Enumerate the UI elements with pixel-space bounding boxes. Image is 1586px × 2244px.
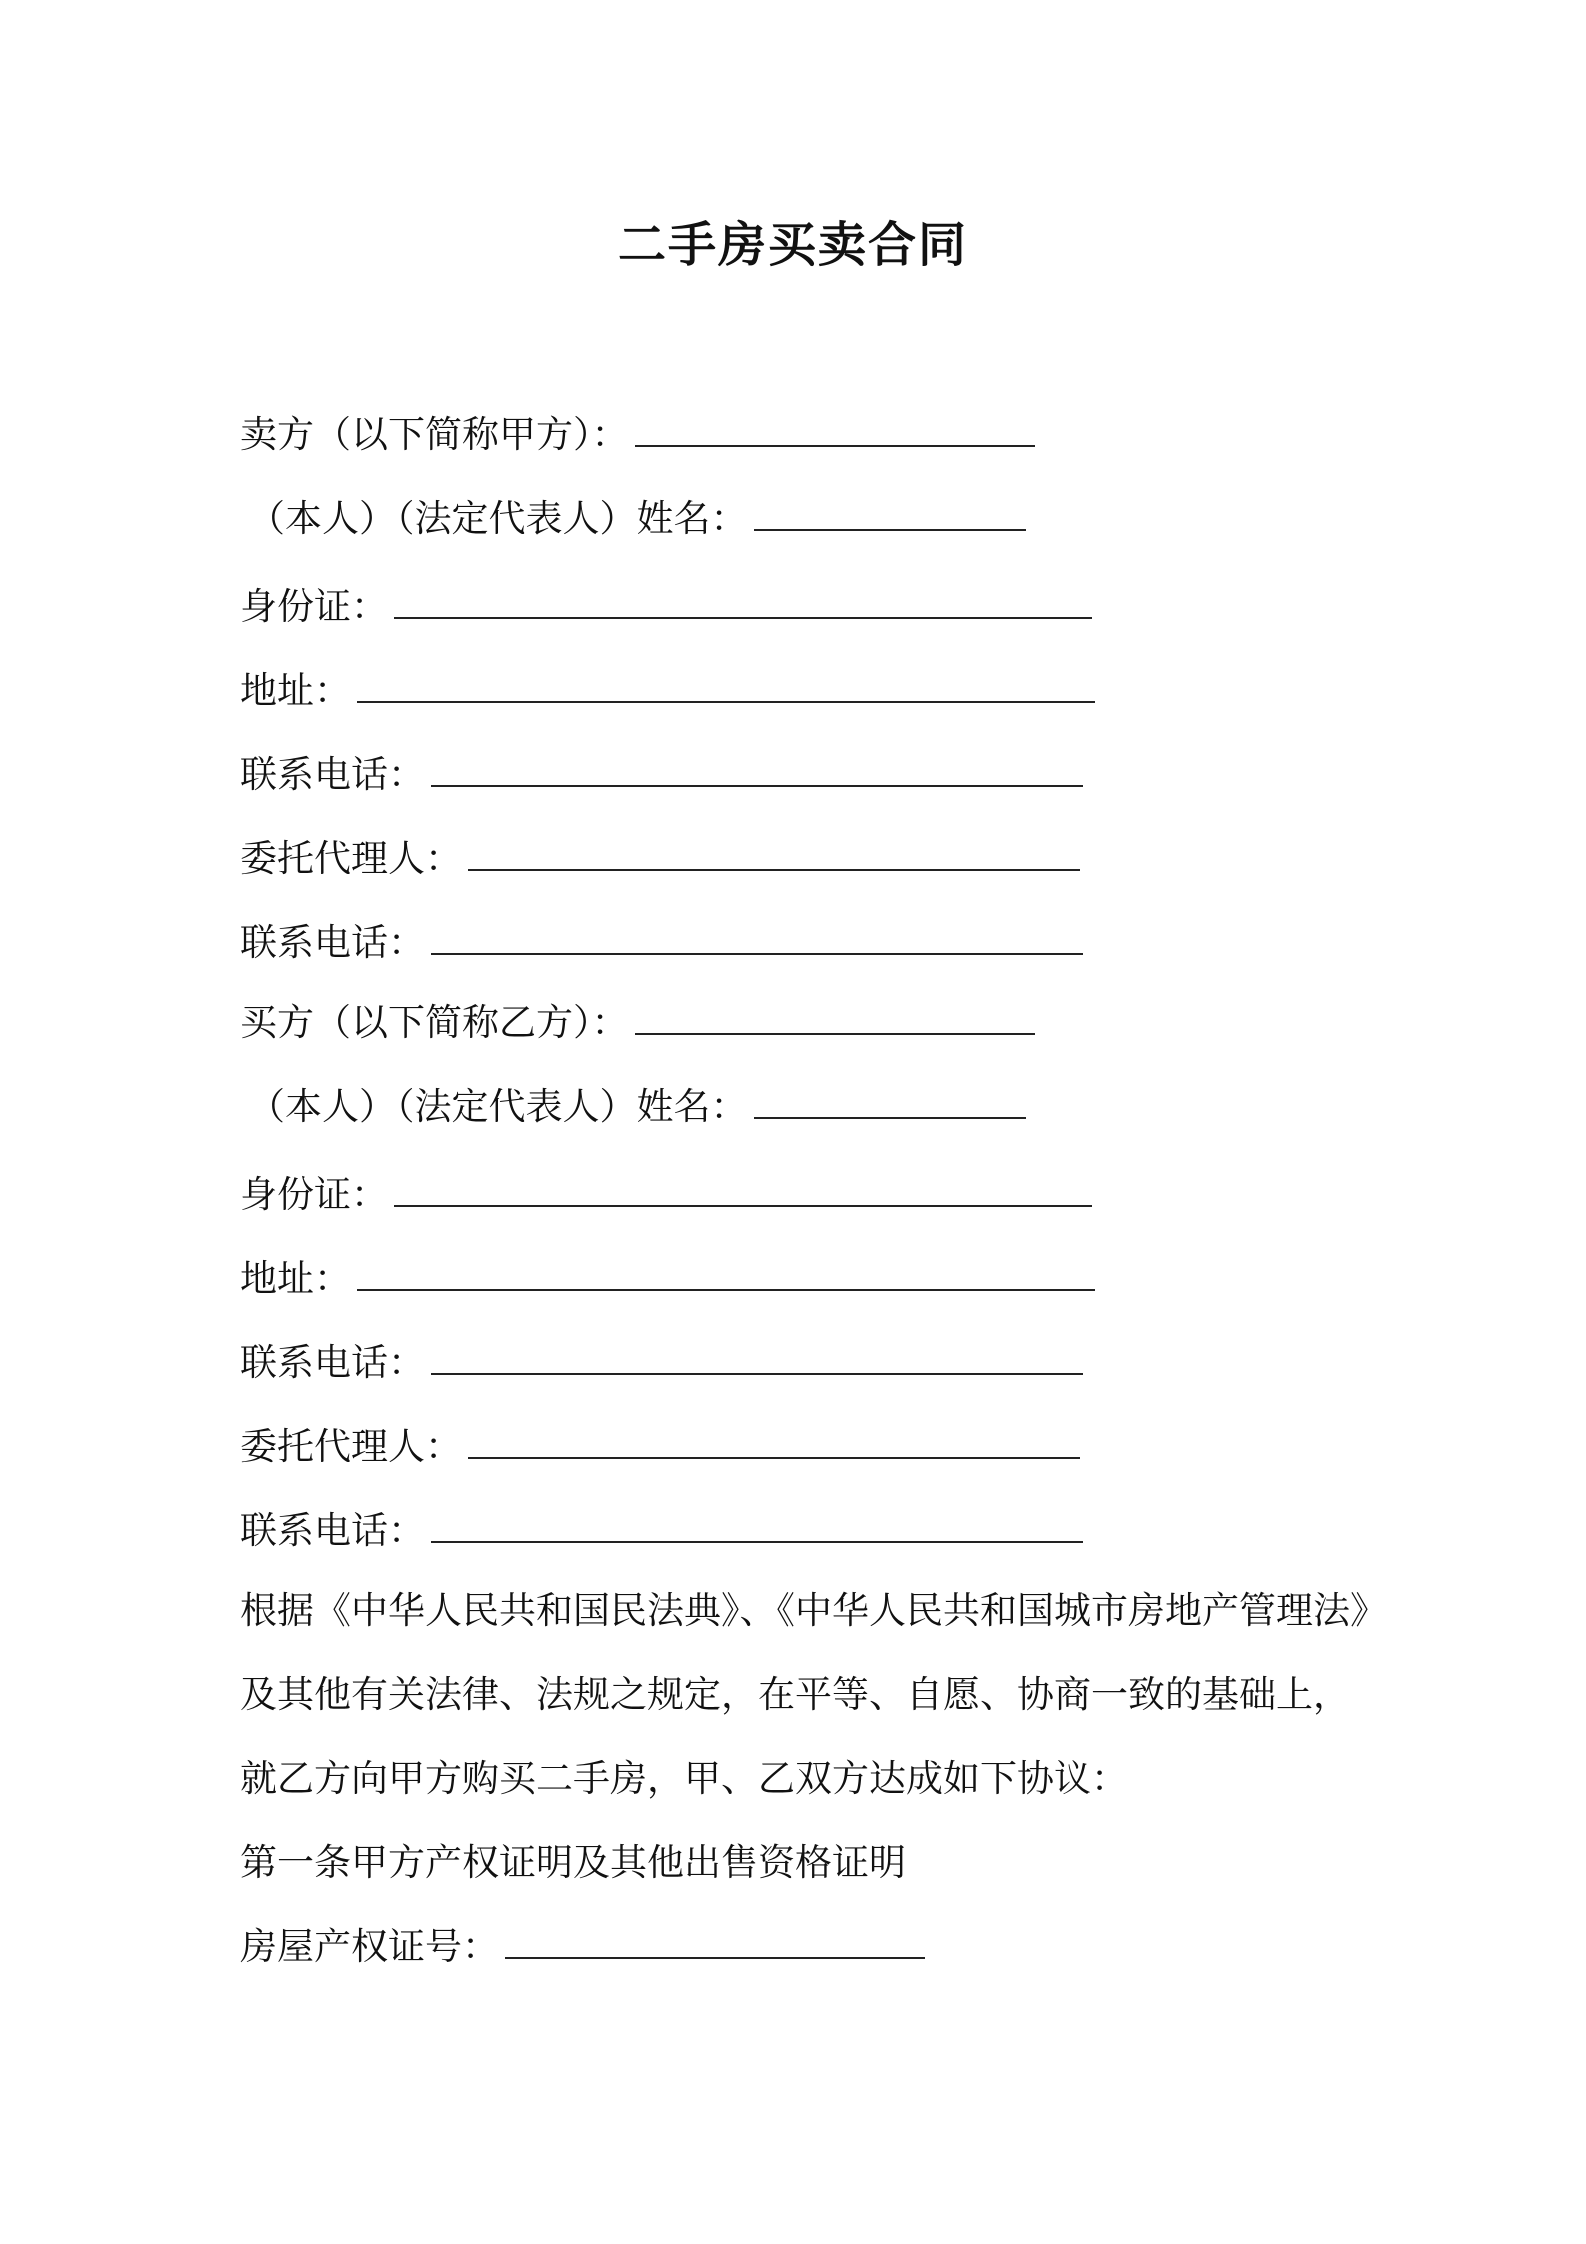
seller-id-line — [240, 584, 1092, 630]
seller-agent-phone-blank[interactable] — [431, 947, 1083, 955]
seller-phone-label: 联系电话： — [240, 753, 425, 796]
preamble-line-2: 及其他有关法律、法规之规定，在平等、自愿、协商一致的基础上， — [240, 1673, 1350, 1716]
preamble-line-3: 就乙方向甲方购买二手房，甲、乙双方达成如下协议： — [240, 1757, 1128, 1800]
seller-phone-line — [240, 752, 1083, 798]
buyer-rep-name-blank[interactable] — [754, 1111, 1026, 1119]
buyer-id-blank[interactable] — [394, 1199, 1092, 1207]
buyer-agent-line — [240, 1424, 1080, 1470]
seller-rep-name-line — [248, 496, 1026, 542]
seller-heading-line — [240, 412, 1035, 458]
article-1-heading: 第一条甲方产权证明及其他出售资格证明 — [240, 1841, 906, 1884]
buyer-id-label: 身份证： — [240, 1173, 388, 1216]
buyer-agent-phone-blank[interactable] — [431, 1535, 1083, 1543]
seller-address-label: 地址： — [240, 669, 351, 712]
seller-agent-blank[interactable] — [468, 863, 1080, 871]
buyer-address-blank[interactable] — [357, 1283, 1095, 1291]
buyer-rep-name-label: （本人）（法定代表人）姓名： — [248, 1085, 748, 1128]
seller-id-blank[interactable] — [394, 611, 1092, 619]
seller-id-label: 身份证： — [240, 585, 388, 628]
seller-agent-label: 委托代理人： — [240, 837, 462, 880]
buyer-agent-blank[interactable] — [468, 1451, 1080, 1459]
seller-phone-blank[interactable] — [431, 779, 1083, 787]
buyer-agent-label: 委托代理人： — [240, 1425, 462, 1468]
property-cert-label: 房屋产权证号： — [240, 1925, 499, 1968]
seller-address-blank[interactable] — [357, 695, 1095, 703]
property-cert-blank[interactable] — [505, 1951, 925, 1959]
buyer-heading-line — [240, 1000, 1035, 1046]
buyer-address-label: 地址： — [240, 1257, 351, 1300]
buyer-phone-label: 联系电话： — [240, 1341, 425, 1384]
seller-rep-name-label: （本人）（法定代表人）姓名： — [248, 497, 748, 540]
seller-name-blank[interactable] — [635, 439, 1035, 447]
buyer-rep-name-line — [248, 1084, 1026, 1130]
buyer-id-line — [240, 1172, 1092, 1218]
buyer-phone-line — [240, 1340, 1083, 1386]
buyer-name-blank[interactable] — [635, 1027, 1035, 1035]
seller-agent-phone-label: 联系电话： — [240, 921, 425, 964]
seller-rep-name-blank[interactable] — [754, 523, 1026, 531]
buyer-address-line — [240, 1256, 1095, 1302]
property-cert-line — [240, 1924, 925, 1970]
buyer-agent-phone-line — [240, 1508, 1083, 1554]
seller-agent-line — [240, 836, 1080, 882]
buyer-phone-blank[interactable] — [431, 1367, 1083, 1375]
seller-address-line — [240, 668, 1095, 714]
document-title: 二手房买卖合同 — [617, 217, 968, 273]
seller-heading-label: 卖方（以下简称甲方）： — [240, 413, 629, 456]
preamble-line-1: 根据《中华人民共和国民法典》、《中华人民共和国城市房地产管理法》 — [240, 1589, 1387, 1632]
buyer-agent-phone-label: 联系电话： — [240, 1509, 425, 1552]
buyer-heading-label: 买方（以下简称乙方）： — [240, 1001, 629, 1044]
seller-agent-phone-line — [240, 920, 1083, 966]
